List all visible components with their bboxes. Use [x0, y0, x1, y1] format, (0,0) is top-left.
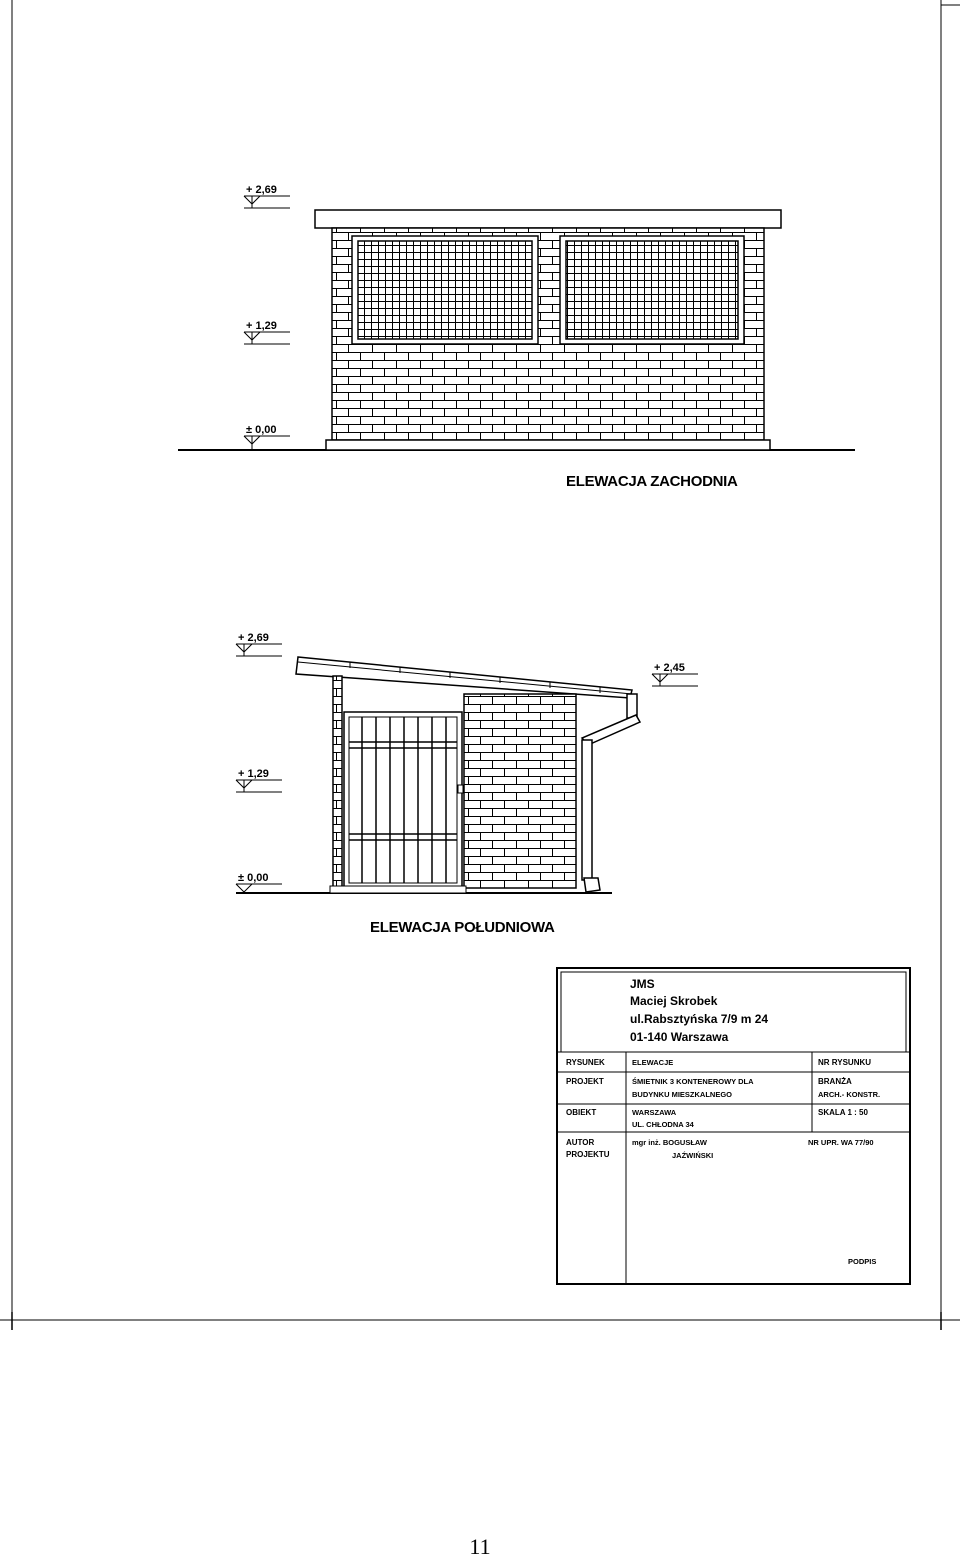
south-level-top-right: + 2,45: [654, 662, 685, 674]
tb-autor-label-1: AUTOR: [566, 1138, 595, 1147]
south-level-marker-top-right: [652, 674, 698, 686]
tb-branza-value: ARCH.- KONSTR.: [818, 1090, 881, 1099]
south-elevation: [236, 632, 698, 936]
tb-projekt-label: PROJEKT: [566, 1077, 604, 1086]
west-level-mid: + 1,29: [246, 320, 277, 332]
tb-rysunek-label: RYSUNEK: [566, 1058, 605, 1067]
tb-projekt-value-2: BUDYNKU MIESZKALNEGO: [632, 1090, 733, 1099]
tb-autor-value-1: mgr inż. BOGUSŁAW: [632, 1138, 707, 1147]
tb-company: JMS: [630, 977, 655, 991]
south-brick-wall: [464, 694, 576, 888]
south-level-mid: + 1,29: [238, 768, 269, 780]
west-level-top: + 2,69: [246, 184, 277, 196]
south-level-marker-top-left: [236, 644, 282, 656]
west-level-ground: ± 0,00: [246, 424, 277, 436]
south-level-marker-mid: [236, 780, 282, 792]
south-level-top-left: + 2,69: [238, 632, 269, 644]
tb-city: 01-140 Warszawa: [630, 1030, 729, 1044]
tb-nr-rys-label: NR RYSUNKU: [818, 1058, 872, 1067]
tb-podpis: PODPIS: [848, 1257, 877, 1266]
south-elevation-title: ELEWACJA POŁUDNIOWA: [370, 919, 555, 936]
south-level-ground: ± 0,00: [238, 872, 269, 884]
west-roof-slab: [315, 210, 781, 228]
tb-skala: SKALA 1 : 50: [818, 1108, 868, 1117]
tb-uprawnienia: NR UPR. WA 77/90: [808, 1138, 874, 1147]
tb-rysunek-value: ELEWACJE: [632, 1058, 674, 1067]
west-level-marker-mid: [244, 332, 290, 344]
tb-obiekt-label: OBIEKT: [566, 1108, 597, 1117]
west-mesh-panel-left: [358, 241, 532, 339]
tb-autor-label-2: PROJEKTU: [566, 1150, 610, 1159]
tb-branza-label: BRANŻA: [818, 1077, 852, 1086]
tb-projekt-value-1: ŚMIETNIK 3 KONTENEROWY DLA: [632, 1077, 754, 1086]
west-mesh-panel-right: [566, 241, 738, 339]
tb-autor-value-2: JAŹWIŃSKI: [672, 1151, 714, 1160]
west-level-marker-top: [244, 196, 290, 208]
title-block: [557, 968, 910, 1284]
tb-obiekt-value-1: WARSZAWA: [632, 1108, 677, 1117]
south-left-post: [333, 676, 342, 888]
tb-person: Maciej Skrobek: [630, 994, 718, 1008]
west-elevation: [178, 184, 855, 490]
south-downpipe: [582, 694, 640, 892]
tb-street: ul.Rabsztyńska 7/9 m 24: [630, 1012, 769, 1026]
west-level-marker-ground: [244, 436, 290, 450]
page-number: 11: [469, 1534, 491, 1559]
south-level-marker-ground: [236, 884, 282, 892]
tb-obiekt-value-2: UL. CHŁODNA 34: [632, 1120, 694, 1129]
west-plinth: [326, 440, 770, 450]
west-elevation-title: ELEWACJA ZACHODNIA: [566, 473, 738, 490]
